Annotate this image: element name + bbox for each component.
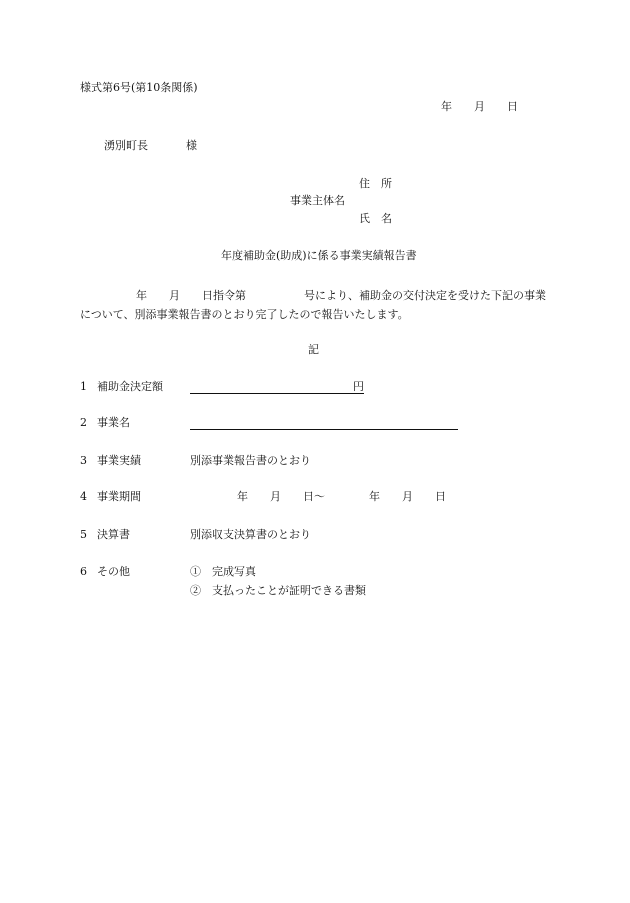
date-year: 年 bbox=[441, 100, 452, 113]
ki-heading: 記 bbox=[308, 343, 319, 356]
date-day: 日 bbox=[507, 100, 518, 113]
addressee-honorific: 様 bbox=[186, 139, 197, 152]
item-5-value: 別添収支決算書のとおり bbox=[190, 528, 311, 541]
item-2-label: 事業名 bbox=[97, 416, 130, 429]
addressee-name: 湧別町長 bbox=[104, 139, 148, 152]
report-date bbox=[441, 100, 518, 114]
body-year: 年 bbox=[136, 289, 147, 302]
address-label: 住 所 bbox=[359, 177, 392, 190]
item-6-list-item-2: ② 支払ったことが証明できる書類 bbox=[190, 584, 366, 597]
item-5-number: 5 bbox=[80, 528, 87, 541]
period-start-year: 年 bbox=[237, 490, 248, 503]
document-title: 年度補助金(助成)に係る事業実績報告書 bbox=[221, 249, 417, 262]
item-5-label: 決算書 bbox=[97, 528, 130, 541]
applicant-name-label: 氏 名 bbox=[359, 212, 392, 225]
item-1-amount-field bbox=[190, 380, 364, 394]
amount-blank bbox=[190, 380, 353, 394]
form-number: 様式第6号(第10条関係) bbox=[80, 81, 198, 94]
item-3-label: 事業実績 bbox=[97, 454, 141, 467]
item-4-label: 事業期間 bbox=[97, 490, 141, 503]
date-month: 月 bbox=[474, 100, 485, 113]
item-3-number: 3 bbox=[80, 454, 87, 467]
body-day-order: 日指令第 bbox=[202, 289, 246, 302]
period-end-year: 年 bbox=[369, 490, 380, 503]
item-1-number: 1 bbox=[80, 380, 87, 393]
entity-name-label: 事業主体名 bbox=[290, 194, 345, 207]
period-end-day: 日 bbox=[435, 490, 446, 503]
item-4-number: 4 bbox=[80, 490, 87, 503]
body-paragraph bbox=[80, 286, 550, 324]
item-6-label: その他 bbox=[97, 565, 130, 578]
item-2-project-name-field bbox=[190, 416, 458, 430]
item-6-list-item-1: ① 完成写真 bbox=[190, 565, 256, 578]
project-name-blank bbox=[190, 416, 458, 430]
item-6-number: 6 bbox=[80, 565, 87, 578]
item-4-period bbox=[237, 490, 446, 504]
item-2-number: 2 bbox=[80, 416, 87, 429]
item-1-label: 補助金決定額 bbox=[97, 380, 163, 393]
period-start-day: 日〜 bbox=[303, 490, 325, 503]
body-month: 月 bbox=[169, 289, 180, 302]
period-end-month: 月 bbox=[402, 490, 413, 503]
amount-unit: 円 bbox=[353, 380, 364, 393]
body-text: 号により、補助金の交付決定を受けた下記の事業について、別添事業報告書のとおり完了したので報告いたします。 bbox=[80, 289, 546, 321]
addressee bbox=[104, 139, 197, 153]
period-start-month: 月 bbox=[270, 490, 281, 503]
item-3-value: 別添事業報告書のとおり bbox=[190, 454, 311, 467]
